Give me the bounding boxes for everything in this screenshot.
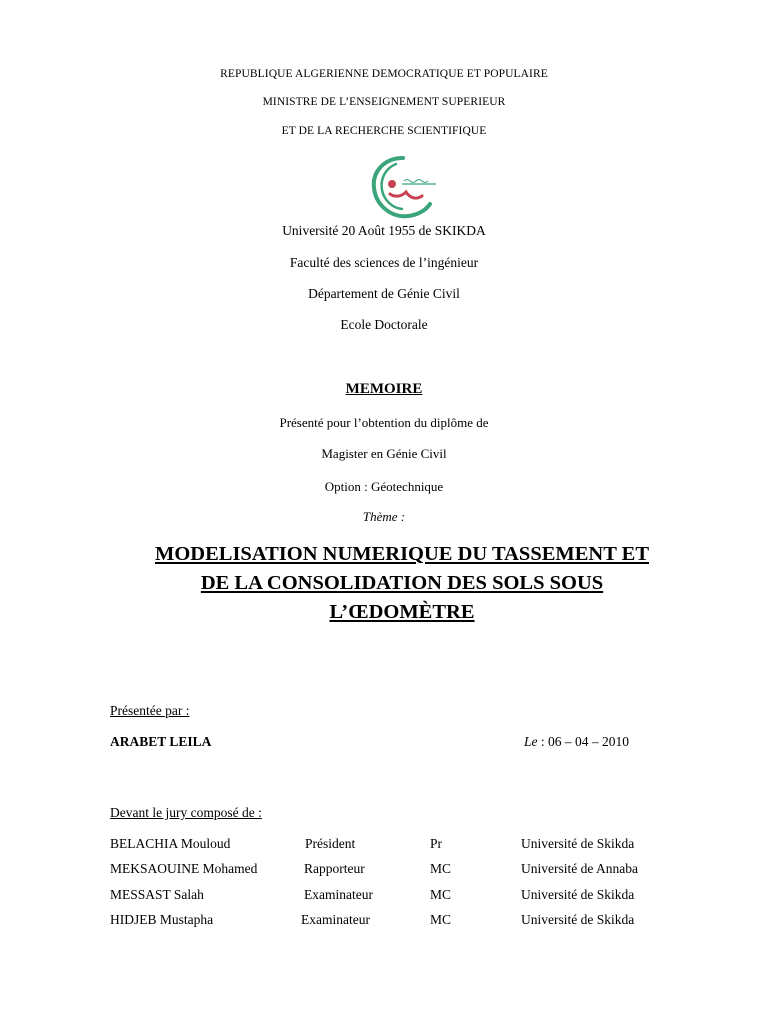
jury-member-name: HIDJEB Mustapha xyxy=(110,912,214,927)
jury-member-grade: Pr xyxy=(430,836,443,851)
jury-member-institution: Université de Skikda xyxy=(521,836,635,851)
jury-member-role: Rapporteur xyxy=(304,861,365,876)
jury-member-institution: Université de Annaba xyxy=(521,861,638,876)
jury-member-institution: Université de Skikda xyxy=(521,887,635,902)
header-line-3: ET DE LA RECHERCHE SCIENTIFIQUE xyxy=(281,125,487,137)
theme-label: Thème : xyxy=(362,509,406,524)
jury-label: Devant le jury composé de : xyxy=(110,805,262,820)
jury-member-name: MEKSAOUINE Mohamed xyxy=(110,861,258,876)
date-label: Le xyxy=(524,734,538,749)
jury-member-name: BELACHIA Mouloud xyxy=(110,836,231,851)
school-name: Ecole Doctorale xyxy=(340,317,428,332)
presented-by-label: Présentée par : xyxy=(110,703,190,718)
university-logo xyxy=(366,154,440,222)
thesis-title-line-2: DE LA CONSOLIDATION DES SOLS SOUS xyxy=(200,572,604,594)
jury-member-grade: MC xyxy=(430,861,452,876)
defense-date xyxy=(524,734,629,750)
jury-member-grade: MC xyxy=(430,887,452,902)
university-name: Université 20 Août 1955 de SKIKDA xyxy=(282,223,486,238)
jury-member-grade: MC xyxy=(430,912,452,927)
jury-member-name: MESSAST Salah xyxy=(110,887,204,902)
jury-member-role: Examinateur xyxy=(304,887,373,902)
thesis-title-line-1: MODELISATION NUMERIQUE DU TASSEMENT ET xyxy=(155,543,649,565)
thesis-title xyxy=(90,540,714,627)
option-text: Option : Géotechnique xyxy=(324,479,444,494)
department-name: Département de Génie Civil xyxy=(308,286,460,301)
degree-text: Magister en Génie Civil xyxy=(321,446,447,461)
jury-member-role: Président xyxy=(305,836,356,851)
date-value: : 06 – 04 – 2010 xyxy=(540,734,630,749)
author-name: ARABET LEILA xyxy=(110,734,212,749)
header-line-2: MINISTRE DE L’ENSEIGNEMENT SUPERIEUR xyxy=(262,96,506,108)
header-line-1: REPUBLIQUE ALGERIENNE DEMOCRATIQUE ET POPULAIRE xyxy=(220,68,548,80)
jury-member-role: Examinateur xyxy=(301,912,370,927)
memoire-heading: MEMOIRE xyxy=(345,381,423,397)
faculty-name: Faculté des sciences de l’ingénieur xyxy=(289,255,479,270)
thesis-title-line-3: L’ŒDOMÈTRE xyxy=(329,601,475,623)
presented-for-text: Présenté pour l’obtention du diplôme de xyxy=(279,415,489,430)
jury-member-institution: Université de Skikda xyxy=(521,912,635,927)
